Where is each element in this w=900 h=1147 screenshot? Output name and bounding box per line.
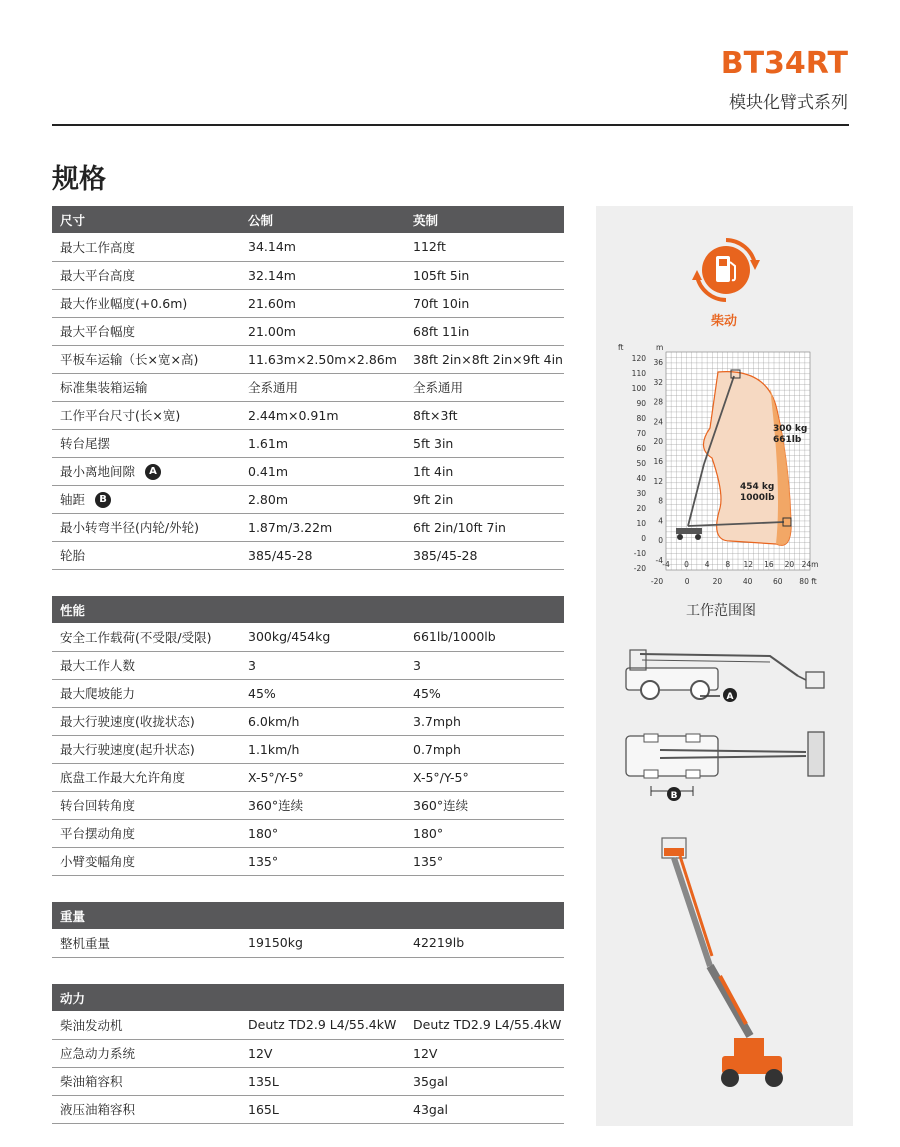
cell-text: 385/45-28	[248, 547, 313, 563]
section-gap	[52, 957, 564, 984]
cell-text: 最大行驶速度(收拢状态)	[60, 714, 195, 729]
cell-text: 300kg/454kg	[248, 629, 331, 645]
metric-value	[246, 847, 411, 875]
metric-value	[246, 1067, 411, 1095]
machine-side-view	[620, 640, 840, 710]
spec-label	[52, 1011, 246, 1039]
cell-text: 1ft 4in	[413, 463, 454, 479]
imperial-value	[411, 289, 564, 317]
metric-value	[246, 373, 411, 401]
load-unrestricted-kg: 300 kg	[773, 424, 808, 434]
badge-b-label: B	[670, 791, 678, 801]
table-row	[52, 233, 564, 261]
cell-text: 平台摆动角度	[60, 826, 136, 841]
metric-value	[246, 233, 411, 261]
table-row	[52, 929, 564, 957]
table-row	[52, 847, 564, 875]
imperial-value	[411, 541, 564, 569]
section-header	[52, 984, 564, 1011]
axis-tick-label: 8	[658, 496, 663, 506]
section-header-cell	[411, 596, 564, 623]
metric-value	[246, 289, 411, 317]
spec-label	[52, 1095, 246, 1123]
axis-tick-label: 80 ft	[799, 577, 817, 586]
metric-value	[246, 261, 411, 289]
axis-tick-label: 36	[653, 358, 663, 367]
working-range-chart	[600, 338, 850, 590]
cell-text: 最大爬坡能力	[60, 686, 136, 701]
spec-label	[52, 791, 246, 819]
table-row	[52, 791, 564, 819]
cell-text: 最大行驶速度(起升状态)	[60, 742, 195, 757]
cell-text: 整机重量	[60, 935, 111, 951]
table-row	[52, 623, 564, 651]
table-row	[52, 289, 564, 317]
cell-text: Deutz TD2.9 L4/55.4kW	[248, 1017, 397, 1033]
metric-value	[246, 679, 411, 707]
axis-tick-label: 40	[636, 474, 646, 483]
axis-tick-label: 4	[704, 560, 710, 569]
cell-text: 安全工作载荷(不受限/受限)	[60, 629, 212, 645]
section-header-cell	[411, 902, 564, 929]
imperial-value	[411, 345, 564, 373]
spec-label	[52, 819, 246, 847]
cell-text: 0.41m	[248, 463, 289, 479]
cell-text: 柴油箱容积	[60, 1074, 123, 1089]
imperial-value	[411, 707, 564, 735]
axis-tick-label: 12	[743, 560, 754, 569]
cell-text: 最小转弯半径(内轮/外轮)	[60, 520, 199, 535]
cell-text: 180°	[413, 825, 444, 841]
axis-tick-label: 70	[636, 429, 646, 438]
axis-tick-label: 8	[725, 560, 731, 569]
cell-text: 68ft 11in	[413, 323, 470, 339]
section-header-cell: 动力	[52, 984, 246, 1011]
table-row	[52, 735, 564, 763]
imperial-value	[411, 819, 564, 847]
table-row	[52, 651, 564, 679]
spec-table	[52, 206, 564, 1124]
cell-text: 0.7mph	[413, 741, 461, 757]
cell-text: 32.14m	[248, 267, 296, 283]
axis-tick-label: -10	[633, 549, 646, 558]
metric-value	[246, 429, 411, 457]
imperial-value	[411, 429, 564, 457]
page-title: 规格	[52, 164, 106, 195]
axis-tick-label: 16	[653, 457, 663, 466]
metric-value	[246, 1039, 411, 1067]
section-header	[52, 596, 564, 623]
cell-text: 8ft×3ft	[413, 407, 458, 423]
metric-value	[246, 513, 411, 541]
cell-text: 液压油箱容积	[60, 1102, 136, 1117]
table-row	[52, 513, 564, 541]
metric-value	[246, 651, 411, 679]
axis-tick-label: 32	[653, 377, 663, 387]
table-row	[52, 373, 564, 401]
cell-text: 6.0km/h	[248, 713, 300, 729]
metric-value	[246, 929, 411, 957]
cell-text: 165L	[248, 1101, 279, 1117]
table-row	[52, 1039, 564, 1067]
metric-value	[246, 401, 411, 429]
section-header	[52, 902, 564, 929]
imperial-value	[411, 317, 564, 345]
table-row	[52, 763, 564, 791]
axis-tick-label: -4	[655, 556, 663, 565]
cell-text: 1.61m	[248, 435, 289, 451]
imperial-value	[411, 401, 564, 429]
cell-text: 135°	[248, 853, 279, 869]
axis-tick-label: -20	[650, 577, 664, 586]
spec-label	[52, 289, 246, 317]
axis-tick-label: 4	[658, 516, 663, 526]
axis-tick-label: 0	[641, 534, 646, 543]
spec-label	[52, 1067, 246, 1095]
cell-text: 105ft 5in	[413, 267, 470, 283]
cell-text: 135°	[413, 853, 444, 869]
cell-text: Deutz TD2.9 L4/55.4kW	[413, 1017, 562, 1033]
table-row	[52, 429, 564, 457]
axis-tick-label: 24m	[801, 560, 819, 569]
imperial-value	[411, 1011, 564, 1039]
imperial-value	[411, 929, 564, 957]
section-header-cell	[246, 902, 411, 929]
cell-text: 12V	[413, 1045, 438, 1061]
table-row	[52, 457, 564, 485]
cell-text: 全系通用	[248, 380, 299, 395]
cell-text: 12V	[248, 1045, 273, 1061]
unit-ft-label: ft	[618, 343, 624, 352]
cell-text: 最大工作高度	[60, 239, 136, 255]
axis-tick-label: 50	[636, 459, 646, 468]
machine-top-view	[620, 728, 840, 806]
metric-value	[246, 623, 411, 651]
imperial-value	[411, 1095, 564, 1123]
imperial-value	[411, 847, 564, 875]
axis-tick-label: 20	[712, 577, 723, 586]
table-row	[52, 707, 564, 735]
cell-text: 135L	[248, 1073, 279, 1089]
cell-text: 2.80m	[248, 491, 289, 507]
spec-label	[52, 513, 246, 541]
axis-tick-label: 90	[636, 399, 646, 408]
imperial-value	[411, 261, 564, 289]
metric-value	[246, 763, 411, 791]
imperial-value	[411, 1067, 564, 1095]
imperial-value	[411, 457, 564, 485]
imperial-value	[411, 513, 564, 541]
spec-label	[52, 735, 246, 763]
table-row	[52, 1067, 564, 1095]
table-row	[52, 317, 564, 345]
spec-label	[52, 651, 246, 679]
metric-value	[246, 791, 411, 819]
metric-value	[246, 345, 411, 373]
section-header-cell: 性能	[52, 596, 246, 623]
axis-tick-label: 20	[653, 437, 663, 447]
badge-b-icon: B	[95, 492, 111, 508]
cell-text: 19150kg	[248, 935, 303, 951]
cell-text: 全系通用	[413, 380, 464, 395]
spec-label	[52, 541, 246, 569]
cell-text: 42219lb	[413, 935, 465, 951]
cell-text: 9ft 2in	[413, 491, 454, 507]
axis-tick-label: 24	[653, 417, 663, 427]
cell-text: 360°连续	[413, 798, 469, 813]
axis-tick-label: 20	[784, 560, 795, 569]
table-row	[52, 401, 564, 429]
metric-value	[246, 317, 411, 345]
cell-text: 1.87m/3.22m	[248, 519, 333, 535]
machine-photo	[650, 826, 810, 1092]
fuel-type-label: 柴动	[711, 314, 738, 329]
section-gap	[52, 569, 564, 596]
cell-text: 112ft	[413, 239, 446, 255]
cell-text: 35gal	[413, 1073, 448, 1089]
axis-tick-label: 60	[636, 444, 646, 453]
spec-label	[52, 429, 246, 457]
cell-text: 360°连续	[248, 798, 304, 813]
section-header-cell	[246, 984, 411, 1011]
spec-label	[52, 401, 246, 429]
cell-text: 43gal	[413, 1101, 448, 1117]
cell-text: 661lb/1000lb	[413, 629, 496, 645]
cell-text: 小臂变幅角度	[60, 854, 136, 869]
cell-text: 平板车运输（长×宽×高)	[60, 352, 199, 367]
imperial-value	[411, 623, 564, 651]
fuel-icon	[692, 236, 760, 304]
cell-text: 1.1km/h	[248, 741, 300, 757]
imperial-value	[411, 763, 564, 791]
chassis	[676, 528, 702, 534]
cell-text: 柴油发动机	[60, 1017, 123, 1033]
cell-text: 轮胎	[60, 548, 86, 563]
section-header-cell	[246, 596, 411, 623]
cell-text: 2.44m×0.91m	[248, 407, 339, 423]
cell-text: 11.63m×2.50m×2.86m	[248, 351, 397, 367]
metric-value	[246, 541, 411, 569]
spec-label	[52, 457, 246, 485]
cell-text: 5ft 3in	[413, 435, 454, 451]
cell-text: 3.7mph	[413, 713, 461, 729]
cell-text: 应急动力系统	[60, 1046, 136, 1061]
table-row	[52, 261, 564, 289]
axis-tick-label: 100	[631, 384, 646, 393]
imperial-value	[411, 651, 564, 679]
cell-text: 最大平台高度	[60, 268, 136, 283]
cell-text: 3	[413, 657, 421, 673]
load-restricted-lb: 1000lb	[740, 493, 775, 503]
cell-text: 21.00m	[248, 323, 296, 339]
metric-value	[246, 1095, 411, 1123]
model-name: BT34RT	[720, 46, 848, 81]
metric-value	[246, 819, 411, 847]
cell-text: 34.14m	[248, 239, 296, 255]
section-header-cell	[411, 984, 564, 1011]
spec-label	[52, 707, 246, 735]
section-gap	[52, 875, 564, 902]
imperial-value	[411, 485, 564, 513]
spec-label	[52, 929, 246, 957]
axis-tick-label: 110	[631, 369, 646, 378]
metric-value	[246, 1011, 411, 1039]
unit-m-label: m	[656, 343, 664, 352]
spec-label	[52, 345, 246, 373]
axis-tick-label: 60	[773, 577, 783, 586]
cell-text: 38ft 2in×8ft 2in×9ft 4in	[413, 351, 563, 367]
axis-tick-label: 20	[636, 504, 646, 513]
cell-text: 标准集装箱运输	[60, 380, 148, 395]
axis-tick-label: -20	[633, 564, 646, 573]
spec-label	[52, 1039, 246, 1067]
cell-text: 21.60m	[248, 295, 296, 311]
imperial-value	[411, 233, 564, 261]
metric-value	[246, 735, 411, 763]
range-chart-caption: 工作范围图	[686, 603, 756, 619]
section-header-cell: 英制	[411, 206, 564, 233]
cell-text: 最小离地间隙	[60, 463, 136, 479]
metric-value	[246, 485, 411, 513]
imperial-value	[411, 1039, 564, 1067]
axis-tick-label: 0	[684, 560, 689, 569]
section-header	[52, 206, 564, 233]
imperial-value	[411, 735, 564, 763]
table-row	[52, 345, 564, 373]
spec-tables	[52, 206, 564, 1124]
metric-value	[246, 457, 411, 485]
axis-tick-label: 0	[684, 577, 690, 586]
table-row	[52, 485, 564, 513]
table-row	[52, 1011, 564, 1039]
spec-label	[52, 847, 246, 875]
axis-tick-label: 10	[636, 519, 646, 528]
load-unrestricted-lb: 661lb	[773, 435, 802, 445]
cell-text: 工作平台尺寸(长×宽)	[60, 408, 181, 423]
table-row	[52, 679, 564, 707]
spec-label	[52, 317, 246, 345]
table-row	[52, 819, 564, 847]
cell-text: X-5°/Y-5°	[413, 769, 469, 785]
axis-tick-label: 40	[742, 577, 753, 586]
metric-value	[246, 707, 411, 735]
imperial-value	[411, 791, 564, 819]
imperial-value	[411, 679, 564, 707]
series-name: 模块化臂式系列	[729, 93, 848, 113]
badge-a-label: A	[726, 692, 734, 702]
load-restricted-kg: 454 kg	[740, 482, 775, 492]
cell-text: 45%	[413, 685, 441, 701]
table-row	[52, 541, 564, 569]
section-header-cell: 重量	[52, 902, 246, 929]
cell-text: 180°	[248, 825, 279, 841]
axis-tick-label: 80	[636, 414, 646, 423]
cell-text: 最大平台幅度	[60, 324, 136, 339]
cell-text: 最大作业幅度(+0.6m)	[60, 296, 188, 311]
spec-label	[52, 373, 246, 401]
cell-text: 转台回转角度	[60, 798, 136, 813]
spec-label	[52, 763, 246, 791]
spec-label	[52, 623, 246, 651]
cell-text: 最大工作人数	[60, 658, 136, 673]
table-row	[52, 1095, 564, 1123]
cell-text: 6ft 2in/10ft 7in	[413, 519, 506, 535]
axis-tick-label: 120	[631, 354, 646, 363]
cell-text: 385/45-28	[413, 547, 478, 563]
section-header-cell: 尺寸	[52, 206, 246, 233]
spec-label	[52, 233, 246, 261]
header-divider	[52, 124, 849, 126]
cell-text: 底盘工作最大允许角度	[60, 770, 186, 785]
cell-text: 转台尾摆	[60, 436, 111, 451]
spec-label	[52, 261, 246, 289]
axis-tick-label: 16	[764, 560, 774, 569]
spec-label	[52, 485, 246, 513]
cell-text: 3	[248, 657, 256, 673]
badge-a-icon: A	[145, 464, 161, 480]
cell-text: 70ft 10in	[413, 295, 470, 311]
cell-text: 轴距	[60, 491, 86, 507]
axis-tick-label: 0	[658, 536, 663, 546]
axis-tick-label: -4	[662, 560, 670, 569]
cell-text: 45%	[248, 685, 276, 701]
axis-tick-label: 30	[636, 489, 646, 498]
axis-tick-label: 28	[653, 397, 663, 407]
cell-text: X-5°/Y-5°	[248, 769, 304, 785]
spec-label	[52, 679, 246, 707]
section-header-cell: 公制	[246, 206, 411, 233]
axis-tick-label: 12	[653, 476, 663, 486]
imperial-value	[411, 373, 564, 401]
